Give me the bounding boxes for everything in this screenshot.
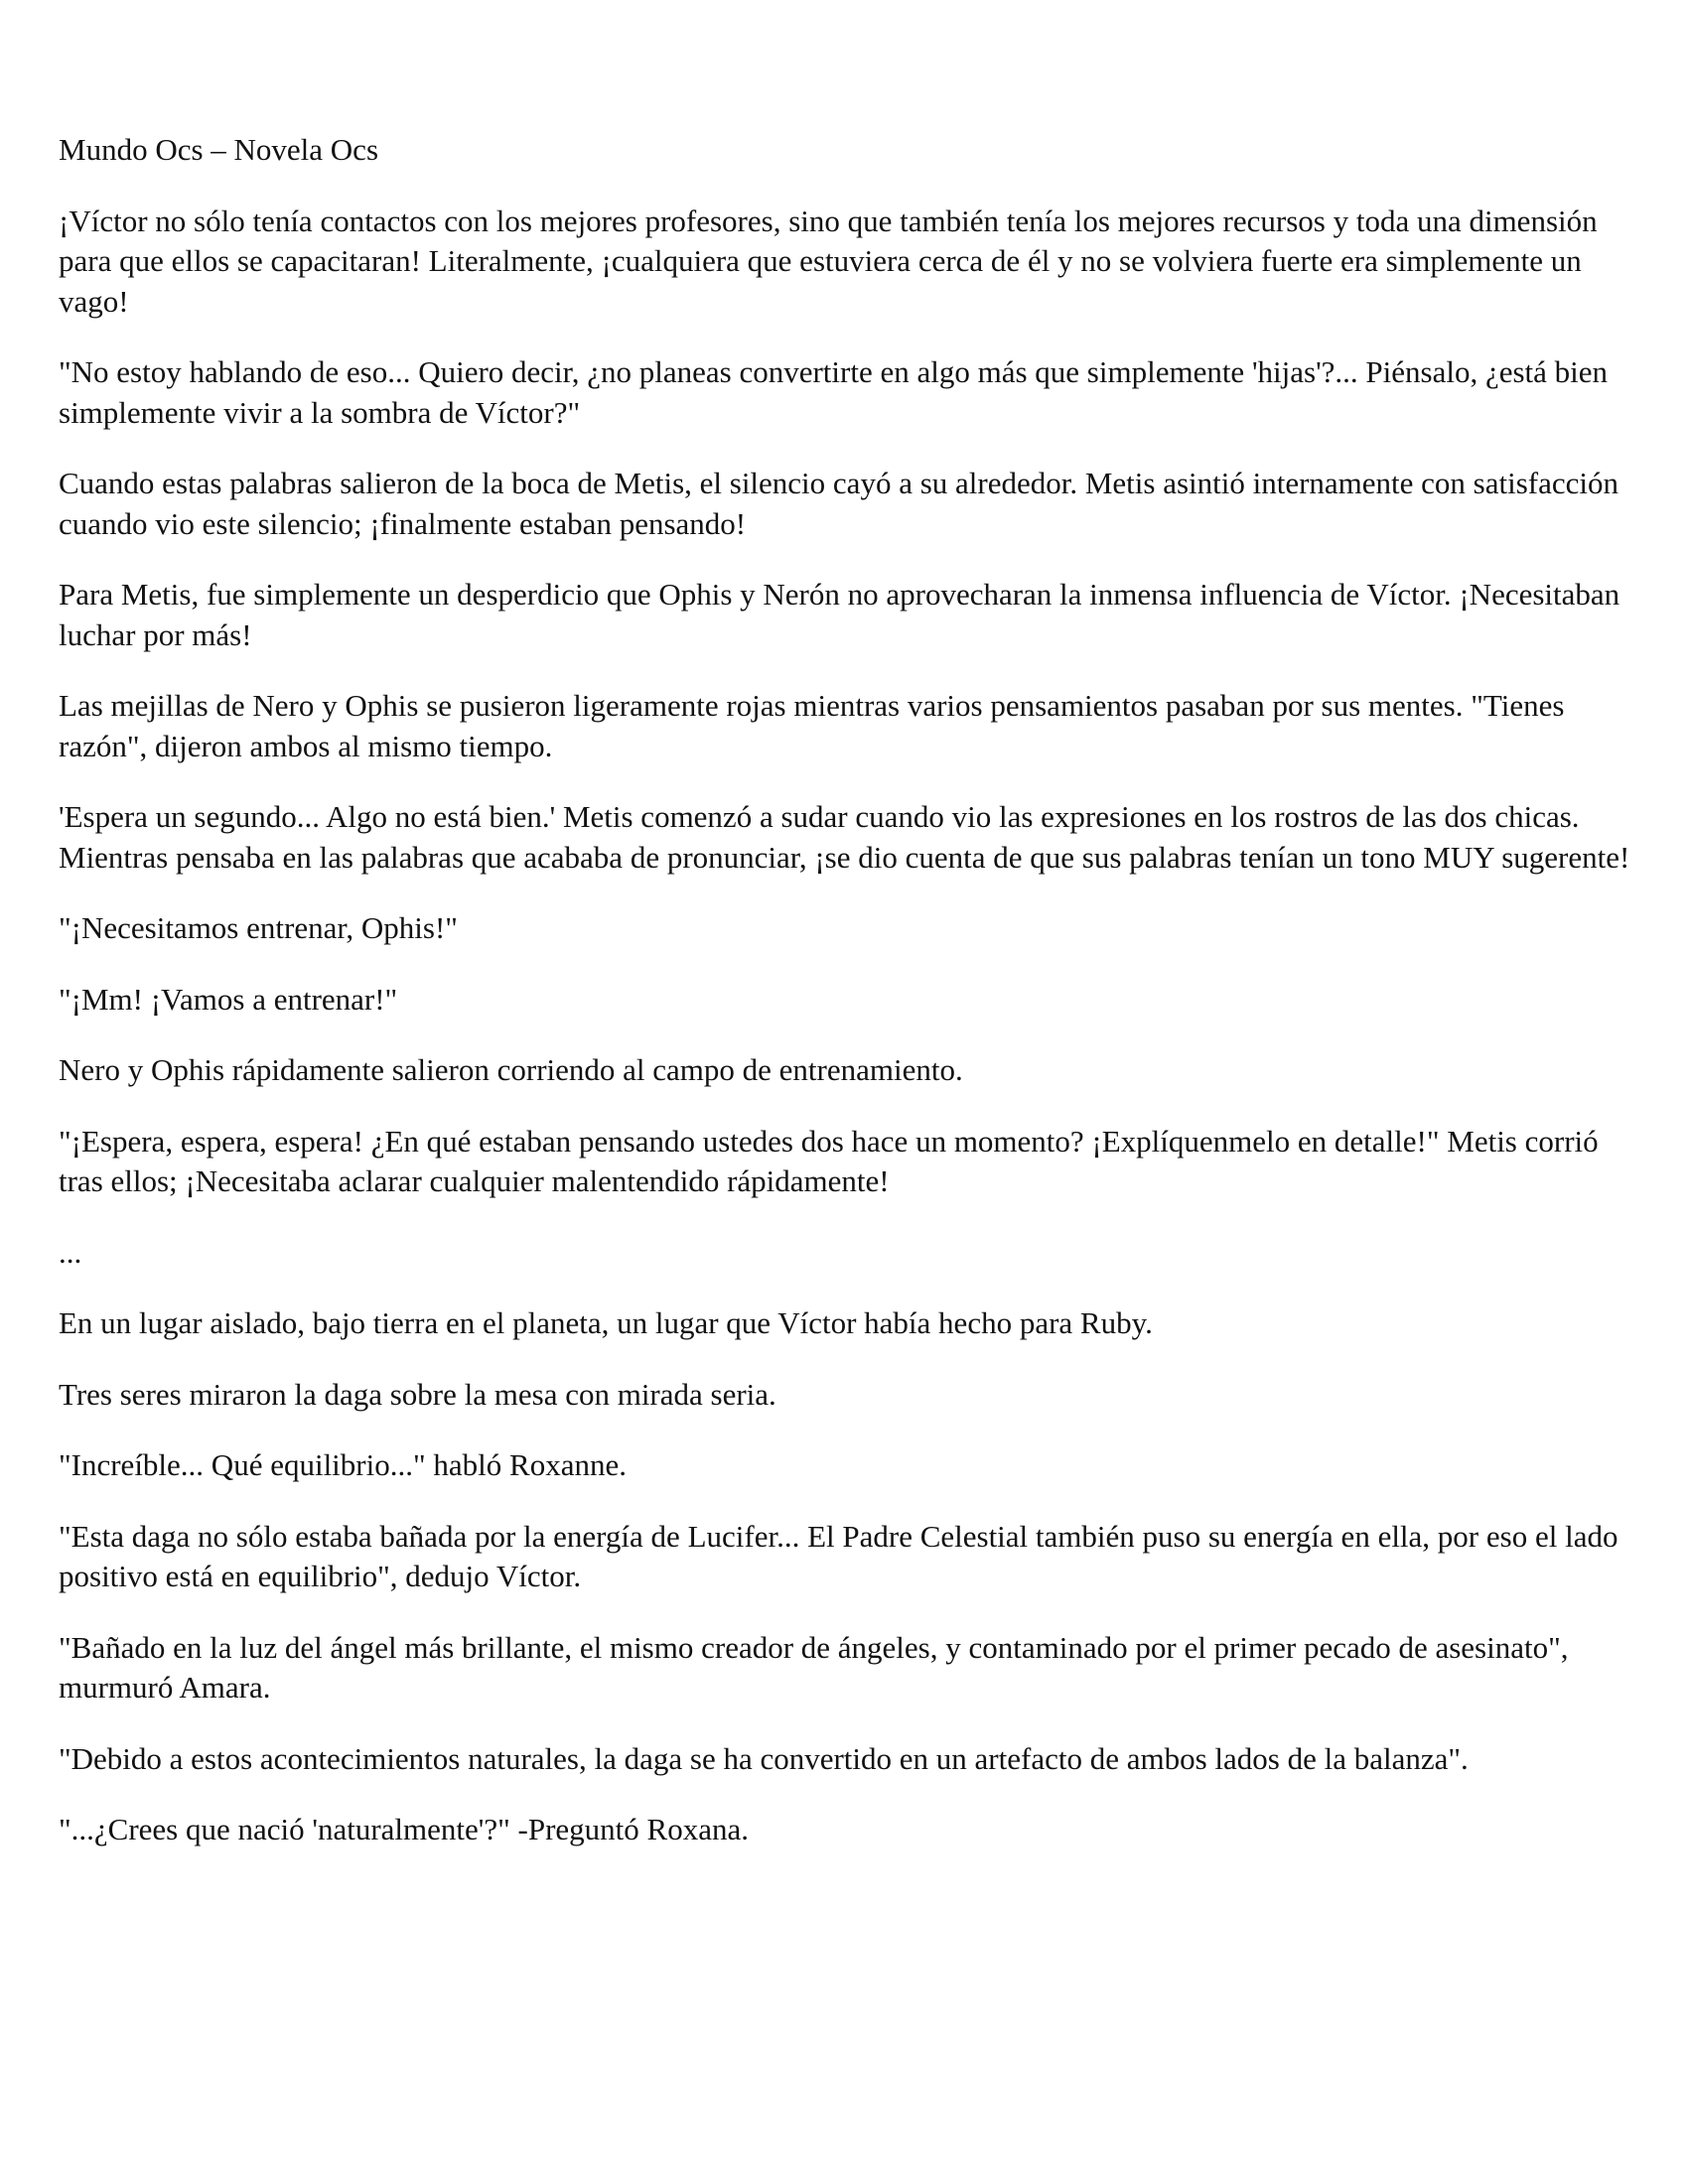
paragraph-6: 'Espera un segundo... Algo no está bien.' Metis comenzó a sudar cuando vio las expresiones en los rostros de las dos chicas. Mientras pensaba en las palabras que acababa de pronunciar, ¡se dio cuenta de que sus palabras tenían un tono MUY sugerente! <box>59 799 1630 875</box>
paragraph-10: "¡Espera, espera, espera! ¿En qué estaban pensando ustedes dos hace un momento? ¡Explíquenmelo en detalle!" Metis corrió tras ellos; ¡Necesitaba aclarar cualquier malentendido rápidamente! <box>59 1123 1599 1198</box>
paragraph-14: "Increíble... Qué equilibrio..." habló Roxanne. <box>59 1447 627 1482</box>
paragraph-13: Tres seres miraron la daga sobre la mesa con mirada seria. <box>59 1376 776 1412</box>
paragraph-15: "Esta daga no sólo estaba bañada por la energía de Lucifer... El Padre Celestial también puso su energía en ella, por eso el lado positivo está en equilibrio", dedujo Víctor. <box>59 1518 1618 1593</box>
document-body <box>59 130 1637 1881</box>
paragraph-7: "¡Necesitamos entrenar, Ophis!" <box>59 910 458 945</box>
paragraph-9: Nero y Ophis rápidamente salieron corriendo al campo de entrenamiento. <box>59 1052 963 1087</box>
paragraph-18: "...¿Crees que nació 'naturalmente'?" -Preguntó Roxana. <box>59 1812 749 1846</box>
paragraph-2: "No estoy hablando de eso... Quiero decir, ¿no planeas convertirte en algo más que simplemente 'hijas'?... Piénsalo, ¿está bien simplemente vivir a la sombra de Víctor?" <box>59 354 1609 430</box>
scene-break: ... <box>59 1234 82 1270</box>
paragraph-1: ¡Víctor no sólo tenía contactos con los mejores profesores, sino que también tenía los mejores recursos y toda una dimensión para que ellos se capacitaran! Literalmente, ¡cualquiera que estuviera cerca de él y no se volviera fuerte era simplemente un vago! <box>59 203 1598 319</box>
paragraph-16: "Bañado en la luz del ángel más brillante, el mismo creador de ángeles, y contaminado por el primer pecado de asesinato", murmuró Amara. <box>59 1629 1569 1705</box>
paragraph-8: "¡Mm! ¡Vamos a entrenar!" <box>59 981 398 1017</box>
paragraph-12: En un lugar aislado, bajo tierra en el planeta, un lugar que Víctor había hecho para Ruby. <box>59 1305 1153 1340</box>
paragraph-3: Cuando estas palabras salieron de la boca de Metis, el silencio cayó a su alrededor. Metis asintió internamente con satisfacción cuando vio este silencio; ¡finalmente estaban pensando! <box>59 466 1619 541</box>
paragraph-4: Para Metis, fue simplemente un desperdicio que Ophis y Nerón no aprovecharan la inmensa influencia de Víctor. ¡Necesitaban luchar por más! <box>59 577 1620 652</box>
paragraph-17: "Debido a estos acontecimientos naturales, la daga se ha convertido en un artefacto de ambos lados de la balanza". <box>59 1740 1469 1776</box>
document-header: Mundo Ocs – Novela Ocs <box>59 132 379 167</box>
paragraph-5: Las mejillas de Nero y Ophis se pusieron ligeramente rojas mientras varios pensamientos pasaban por sus mentes. "Tienes razón", dijeron ambos al mismo tiempo. <box>59 688 1565 763</box>
